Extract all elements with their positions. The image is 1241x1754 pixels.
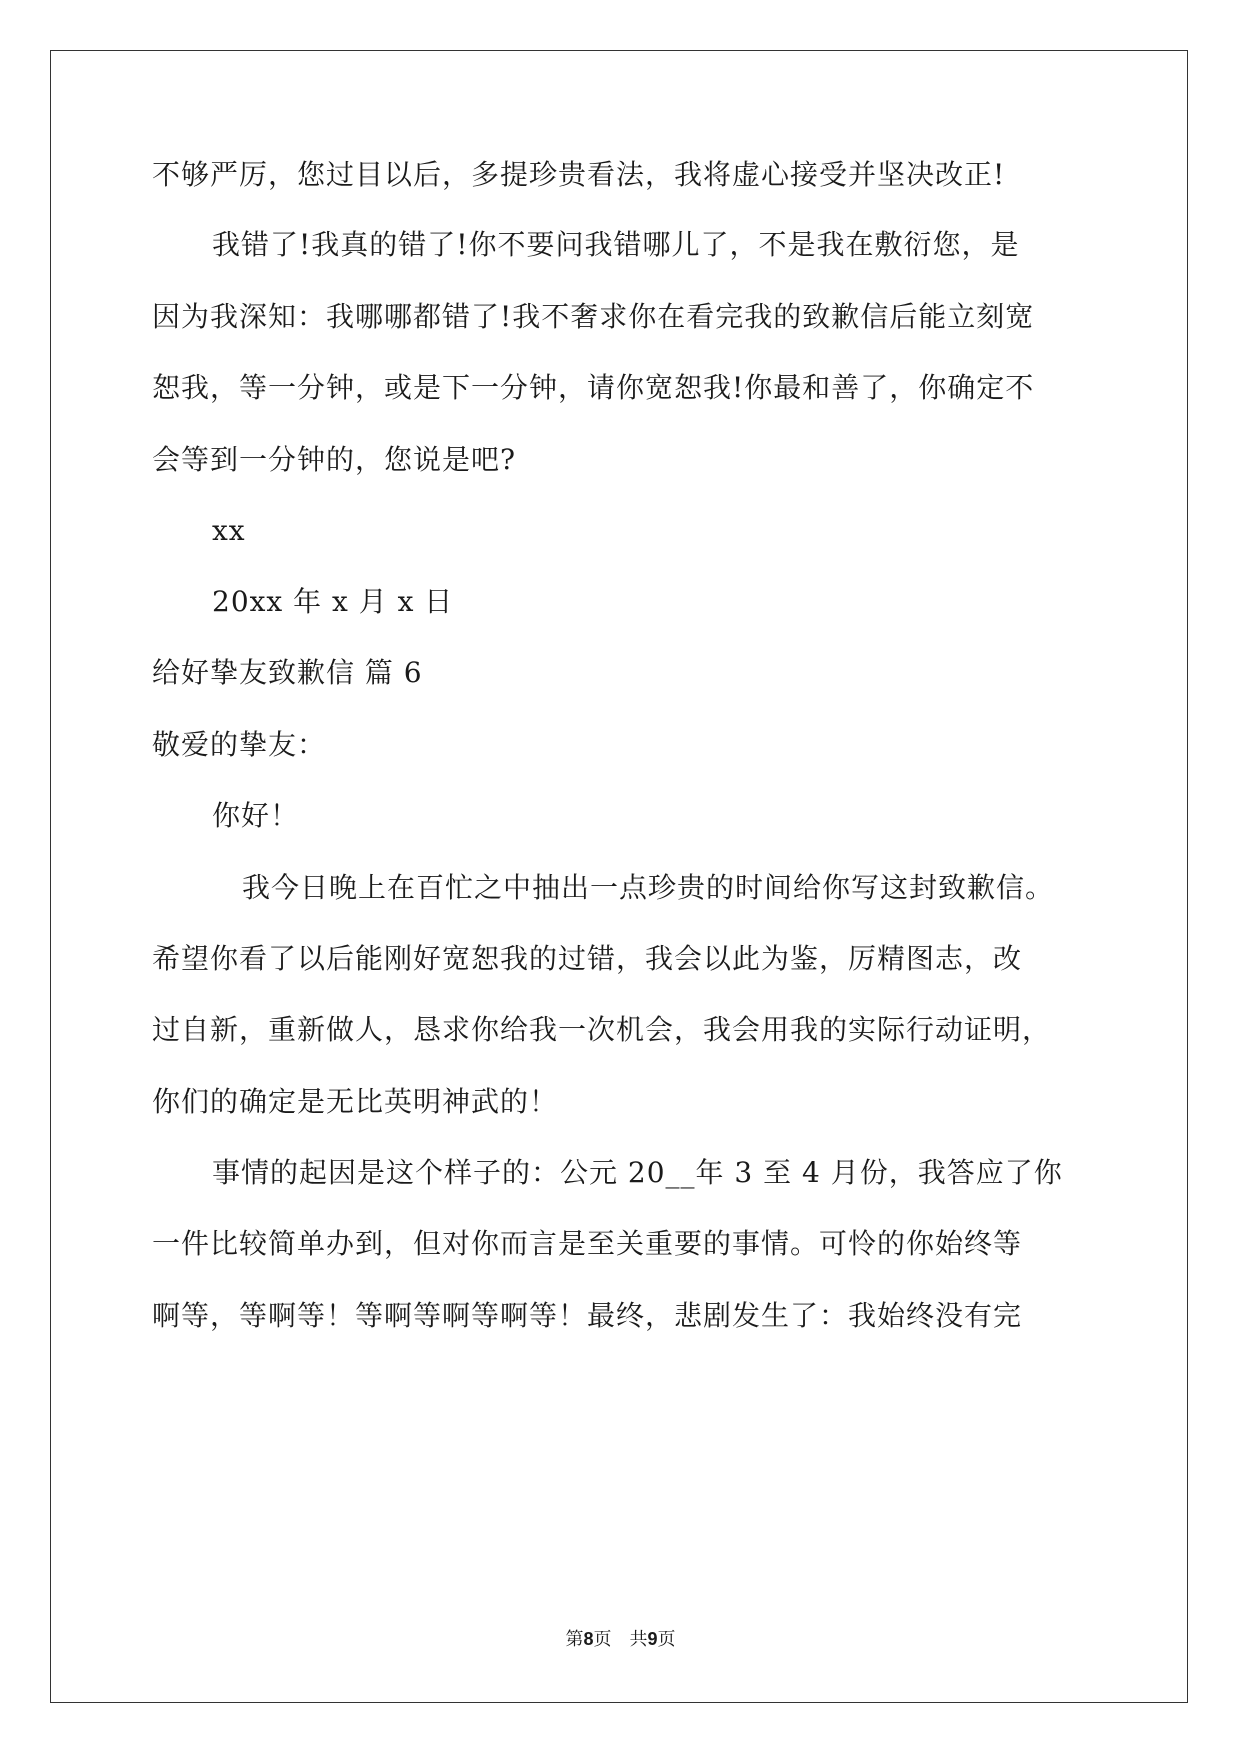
text-line: 一件比较简单办到，但对你而言是至关重要的事情。可怜的你始终等 xyxy=(152,1227,1023,1260)
footer-page-total: 9 xyxy=(647,1629,658,1649)
footer-page-prefix: 第 xyxy=(565,1629,584,1650)
signature-name: xx xyxy=(212,514,246,547)
text-line: 因为我深知：我哪哪都错了!我不奢求你在看完我的致歉信后能立刻宽 xyxy=(152,300,1035,333)
greeting: 你好！ xyxy=(212,799,300,832)
text-line: 过自新，重新做人，恳求你给我一次机会，我会用我的实际行动证明， xyxy=(152,1013,1052,1046)
text-line: 我今日晚上在百忙之中抽出一点珍贵的时间给你写这封致歉信。 xyxy=(242,871,1055,904)
section-heading: 给好挚友致歉信 篇 6 xyxy=(152,656,423,689)
text-line: 希望你看了以后能刚好宽恕我的过错，我会以此为鉴，厉精图志，改 xyxy=(152,942,1023,975)
signature-date: 20xx 年 x 月 x 日 xyxy=(212,585,454,618)
page-footer xyxy=(0,1627,1241,1652)
text-line: 不够严厉，您过目以后，多提珍贵看法，我将虚心接受并坚决改正! xyxy=(152,158,1006,191)
text-line: 事情的起因是这个样子的：公元 20__年 3 至 4 月份，我答应了你 xyxy=(212,1156,1063,1189)
salutation: 敬爱的挚友： xyxy=(152,728,327,761)
footer-page-current: 8 xyxy=(583,1629,594,1649)
text-line: 会等到一分钟的，您说是吧? xyxy=(152,443,517,476)
text-line: 啊等，等啊等！等啊等啊等啊等！最终，悲剧发生了：我始终没有完 xyxy=(152,1299,1023,1332)
text-line: 恕我，等一分钟，或是下一分钟，请你宽恕我!你最和善了，你确定不 xyxy=(152,371,1035,404)
footer-page-label: 页 xyxy=(593,1629,612,1650)
footer-total-suffix: 页 xyxy=(657,1629,676,1650)
text-line: 你们的确定是无比英明神武的！ xyxy=(152,1085,559,1118)
text-line: 我错了!我真的错了!你不要问我错哪儿了，不是我在敷衍您，是 xyxy=(212,228,1020,261)
footer-total-prefix: 共 xyxy=(629,1629,648,1650)
